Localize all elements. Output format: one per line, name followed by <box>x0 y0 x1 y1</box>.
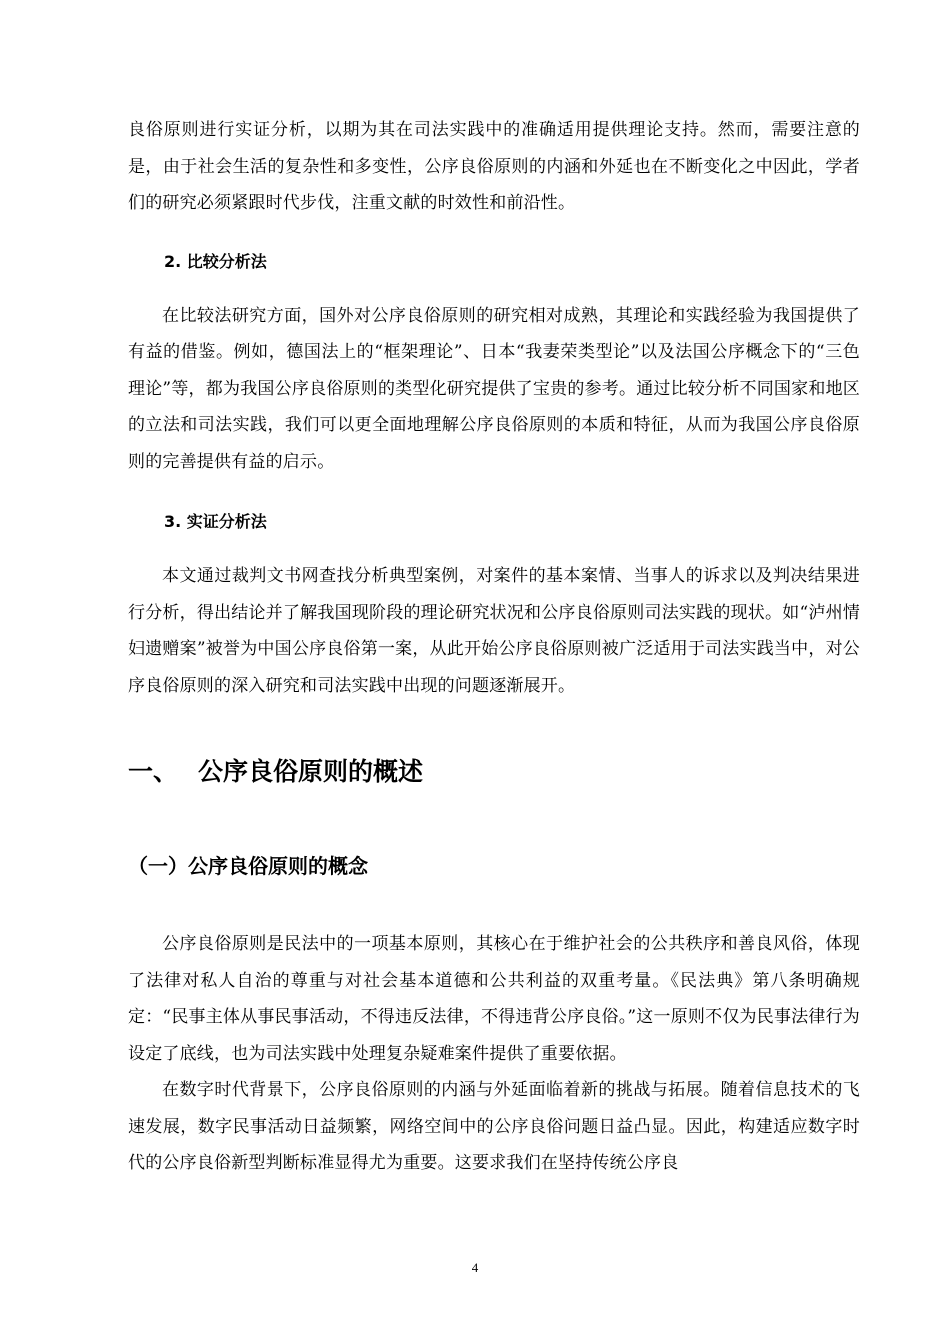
paragraph-intro-continued: 良俗原则进行实证分析，以期为其在司法实践中的准确适用提供理论支持。然而，需要注意的是，由于社会生活的复杂性和多变性，公序良俗原则的内涵和外延也在不断变化之中因此，学者们的研究必须紧跟时代步伐，注重文献的时效性和前沿性。 <box>128 120 860 213</box>
paragraph-comparative-method: 在比较法研究方面，国外对公序良俗原则的研究相对成熟，其理论和实践经验为我国提供了有益的借鉴。例如，德国法上的“框架理论”、日本“我妻荣类型论”以及法国公序概念下的“三色理论”等，都为我国公序良俗原则的类型化研究提供了宝贵的参考。通过比较分析不同国家和地区的立法和司法实践，我们可以更全面地理解公序良俗原则的本质和特征，从而为我国公序良俗原则的完善提供有益的启示。 <box>128 305 860 472</box>
section-number: 一、 <box>128 757 179 786</box>
paragraph-digital-era: 在数字时代背景下，公序良俗原则的内涵与外延面临着新的挑战与拓展。随着信息技术的飞速发展，数字民事活动日益频繁，网络空间中的公序良俗问题日益凸显。因此，构建适应数字时代的公序良俗新型判断标准显得尤为重要。这要求我们在坚持传统公序良 <box>128 1080 860 1173</box>
paragraph-concept: 公序良俗原则是民法中的一项基本原则，其核心在于维护社会的公共秩序和善良风俗，体现了法律对私人自治的尊重与对社会基本道德和公共利益的双重考量。《民法典》第八条明确规定：“民事主体从事民事活动，不得违反法律，不得违背公序良俗。”这一原则不仅为民事法律行为设定了底线，也为司法实践中处理复杂疑难案件提供了重要依据。 <box>128 934 860 1064</box>
page-content <box>128 112 860 1182</box>
section-heading-1 <box>128 752 860 792</box>
paragraph-empirical-method: 本文通过裁判文书网查找分析典型案例，对案件的基本案情、当事人的诉求以及判决结果进行分析，得出结论并了解我国现阶段的理论研究状况和公序良俗原则司法实践的现状。如“泸州情妇遗赠案”被誉为中国公序良俗第一案，从此开始公序良俗原则被广泛适用于司法实践当中，对公序良俗原则的深入研究和司法实践中出现的问题逐渐展开。 <box>128 566 860 696</box>
page-number: 4 <box>471 1260 479 1275</box>
section-title: 公序良俗原则的概述 <box>198 757 424 786</box>
subsection-heading-1-1: （一）公序良俗原则的概念 <box>128 854 368 878</box>
subheading-comparative-method: 2. 比较分析法 <box>164 251 267 271</box>
subheading-empirical-method: 3. 实证分析法 <box>164 512 267 531</box>
